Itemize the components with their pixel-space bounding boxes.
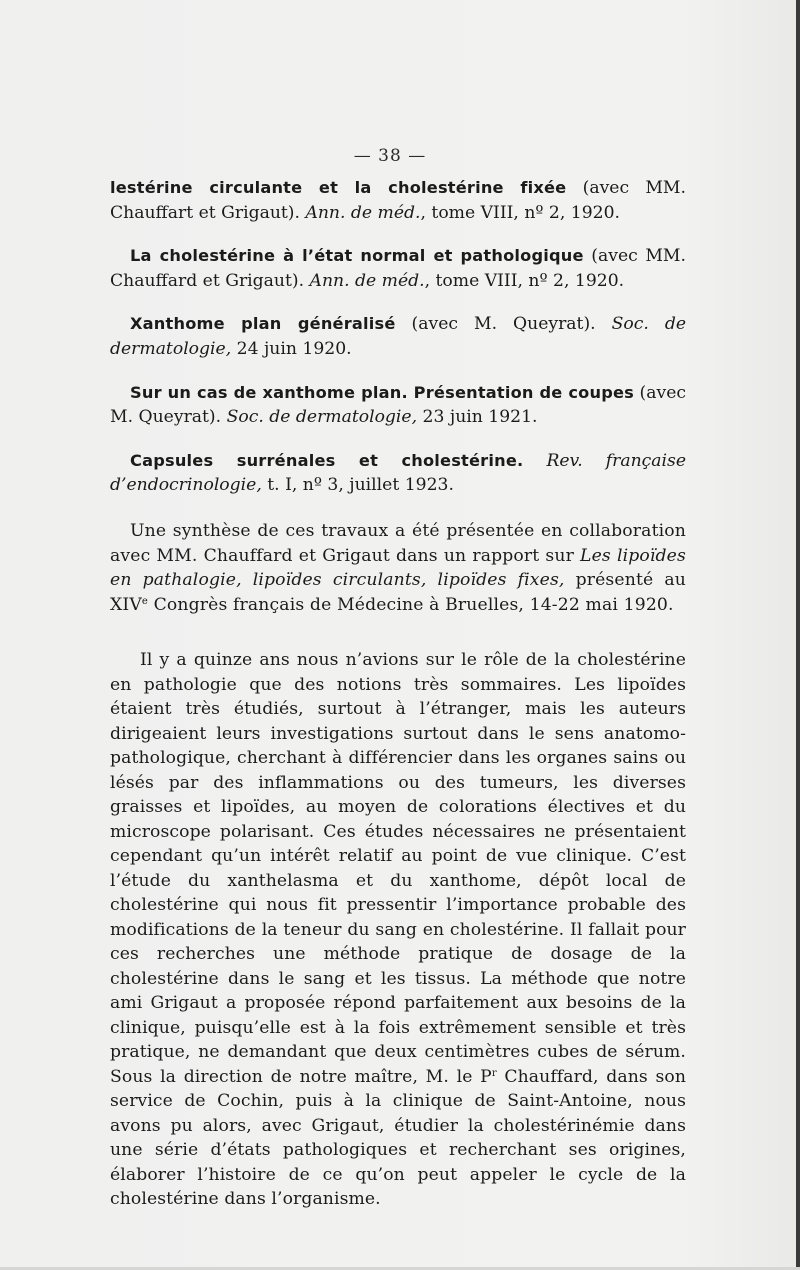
entry-authors: (avec MM. Chauffard et Grigaut). [110, 246, 686, 291]
entry-journal: Rev. française d’endocrinologie, [110, 450, 687, 496]
bibliography-entry [110, 176, 686, 225]
entry-authors: (avec M. Queyrat). [110, 382, 686, 428]
summary-report-title: Les lipoïdes en pathalogie, lipoïdes circulants, lipoïdes fixes, [110, 545, 686, 591]
summary-paragraph [110, 519, 686, 617]
entry-journal: Soc. de dermatologie, [226, 407, 418, 428]
entry-details: , tome VIII, nº 2, 1920. [424, 270, 625, 291]
page-number: — 38 — [353, 146, 427, 166]
entry-journal: Soc. de dermatologie, [110, 314, 686, 359]
bibliography-entry [110, 381, 686, 430]
entry-journal: Ann. de méd. [309, 270, 425, 291]
entry-details: 23 juin 1921. [417, 407, 538, 428]
page-edge-shadow [796, 0, 800, 1270]
entry-authors: (avec M. Queyrat). [395, 314, 612, 335]
entry-authors: (avec MM. Chauffart et Grigaut). [110, 178, 686, 223]
body-paragraph [110, 648, 686, 1212]
bibliography-entry [110, 312, 686, 361]
summary-text: Une synthèse de ces travaux a été présentée en collaboration avec MM. Chauffard et Grigaut dans un rapport sur [110, 520, 686, 566]
bibliography-entry [110, 244, 686, 293]
page-content [110, 176, 686, 1212]
superscript: r [491, 1067, 497, 1079]
entry-authors [523, 451, 546, 471]
entry-title: Capsules surrénales et cholestérine. [130, 450, 524, 470]
entry-title: La cholestérine à l’état normal et pathologique [130, 246, 584, 266]
entry-title: Xanthome plan généralisé [130, 314, 396, 334]
body-text: Il y a quinze ans nous n’avions sur le rôle de la cholestérine en pathologie que des notions très sommaires. Les lipoïdes étaient très étudiés, surtout à l’étranger, mais les auteurs dirigeaient leurs investigations surtout dans le sens anatomo-pathologique, cherchant à différencier dans les organes sains ou lésés par des inflammations ou des tumeurs, les diverses graisses et lipoïdes, au moyen de colorations électives et du microscope polarisant. Ces études nécessaires ne présentaient cependant qu’un intérêt relatif au point de vue clinique. C’est l’étude du xanthelasma et du xanthome, dépôt local de cholestérine qui nous fit pressentir l’importance probable des modifications de la teneur du sang en cholestérine. Il fallait pour ces recherches une méthode pratique de dosage de la cholestérine dans le sang et les tissus. La méthode que notre ami Grigaut a proposée répond parfaitement aux besoins de la clinique, puisqu’elle est à la fois extrêmement sensible et très pratique, ne demandant que deux centimètres cubes de sérum. Sous la direction de notre maître, M. le P [110, 650, 686, 1087]
summary-text: Congrès français de Médecine à Bruelles, 14-22 mai 1920. [147, 594, 674, 615]
superscript: e [141, 595, 148, 607]
bibliography-entry [110, 449, 686, 498]
summary-text: présenté au XIV [110, 570, 686, 615]
body-text: Chauffard, dans son service de Cochin, puis à la clinique de Saint-Antoine, nous avons pu alors, avec Grigaut, étudier la cholestérinémie dans une série d’états pathologiques et recherchant ses origines, élaborer l’histoire de ce qu’on peut appeler le cycle de la cholestérine dans l’organisme. [110, 1066, 686, 1210]
entry-details: t. I, nº 3, juillet 1923. [261, 475, 454, 496]
entry-journal: Ann. de méd. [305, 202, 421, 223]
entry-details: , tome VIII, nº 2, 1920. [420, 202, 621, 223]
entry-title: Sur un cas de xanthome plan. Présentation de coupes [130, 382, 635, 402]
entry-details: 24 juin 1920. [231, 338, 352, 359]
entry-title: lestérine circulante et la cholestérine fixée [110, 178, 567, 197]
